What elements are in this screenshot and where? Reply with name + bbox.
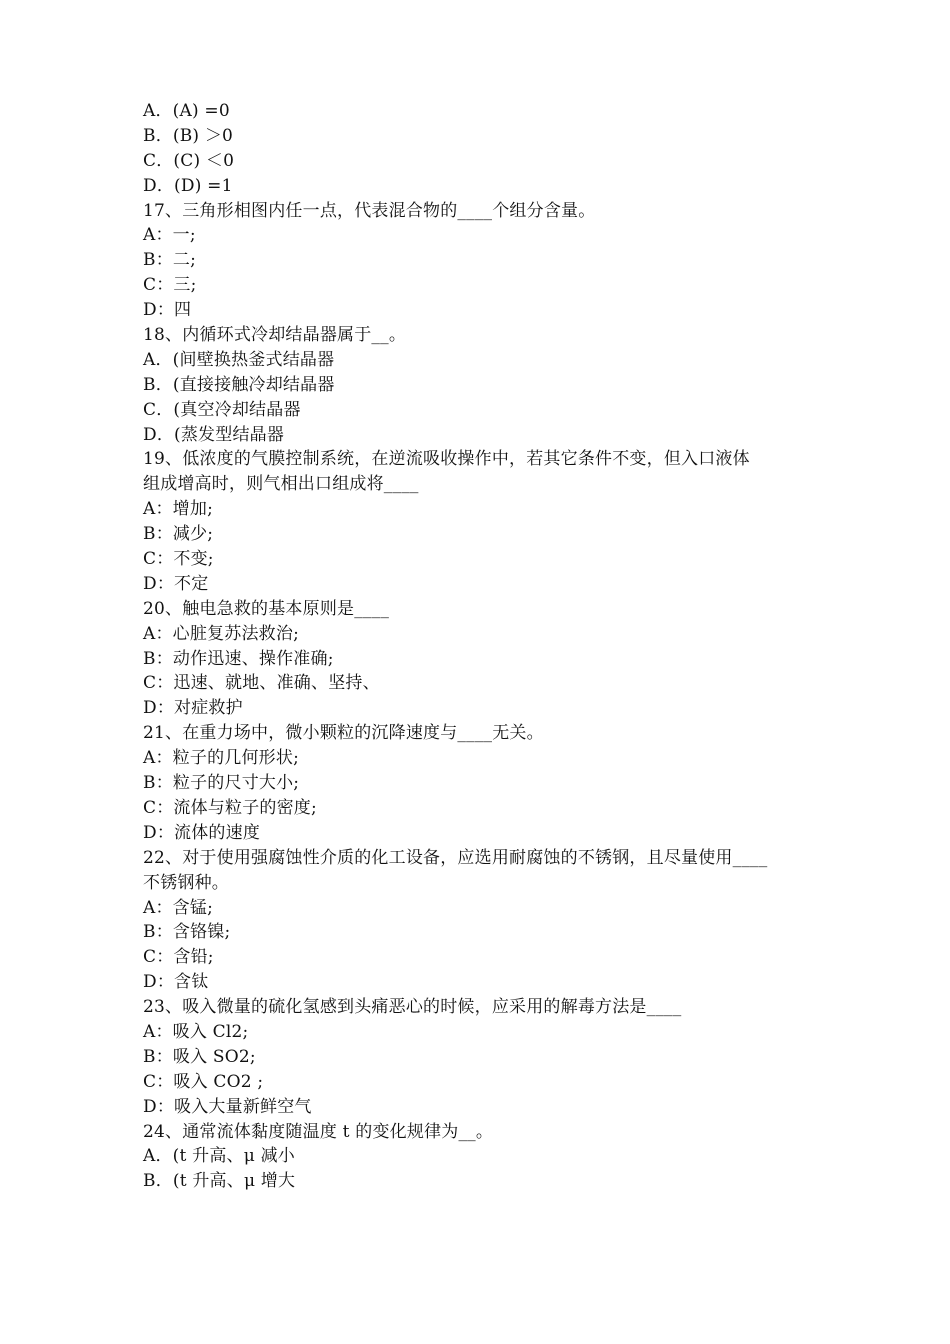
question-22 <box>143 846 823 995</box>
option-c: C：迅速、就地、准确、坚持、 <box>143 673 380 694</box>
question-text: 21、在重力场中，微小颗粒的沉降速度与____无关。 <box>143 723 544 744</box>
question-text-line-1: 19、低浓度的气膜控制系统，在逆流吸收操作中，若其它条件不变，但入口液体 <box>143 449 750 470</box>
option-c: C：不变; <box>143 549 214 570</box>
option-a: A：粒子的几何形状; <box>143 748 300 769</box>
question-text: 23、吸入微量的硫化氢感到头痛恶心的时候，应采用的解毒方法是____ <box>143 997 682 1018</box>
question-17 <box>143 199 823 323</box>
question-text: 24、通常流体黏度随温度 t 的变化规律为__。 <box>143 1121 494 1142</box>
option-a: A．(t 升高、μ 减小 <box>143 1146 295 1167</box>
question-text: 20、触电急救的基本原则是____ <box>143 598 390 619</box>
option-a: A．(间壁换热釜式结晶器 <box>143 349 335 370</box>
question-18 <box>143 323 823 447</box>
question-20 <box>143 597 823 721</box>
question-21 <box>143 721 823 845</box>
question-text: 17、三角形相图内任一点，代表混合物的____个组分含量。 <box>143 200 596 221</box>
option-d: D：吸入大量新鲜空气 <box>143 1096 312 1117</box>
option-b: B：减少; <box>143 524 214 545</box>
option-c: C．(真空冷却结晶器 <box>143 399 301 420</box>
option-b: B：粒子的尺寸大小; <box>143 773 300 794</box>
option-d: D：四 <box>143 300 192 321</box>
option-b: B．(B) ＞0 <box>143 125 234 146</box>
option-c: C：三; <box>143 275 197 296</box>
option-a: A：一; <box>143 225 196 246</box>
option-d: D：对症救护 <box>143 698 243 719</box>
option-b: B：含铬镍; <box>143 922 231 943</box>
option-c: C：吸入 CO2 ; <box>143 1071 264 1092</box>
option-d: D．(D) =1 <box>143 175 233 196</box>
option-a: A：增加; <box>143 499 214 520</box>
option-a: A：吸入 Cl2; <box>143 1021 249 1042</box>
option-a: A．(A) =0 <box>143 101 230 121</box>
option-a: A：含锰; <box>143 897 214 918</box>
question-23 <box>143 995 823 1119</box>
question-24 <box>143 1120 823 1195</box>
question-16-options <box>143 99 823 199</box>
option-d: D：含钛 <box>143 972 209 993</box>
question-text-line-2: 组成增高时，则气相出口组成将____ <box>143 474 419 495</box>
option-c: C．(C) ＜0 <box>143 150 235 171</box>
question-19 <box>143 447 823 596</box>
document-page <box>143 99 823 1194</box>
option-d: D．(蒸发型结晶器 <box>143 424 285 445</box>
option-b: B：吸入 SO2; <box>143 1046 256 1067</box>
option-b: B．(直接接触冷却结晶器 <box>143 374 335 395</box>
question-text: 18、内循环式冷却结晶器属于__。 <box>143 325 407 346</box>
option-c: C：含铅; <box>143 947 214 968</box>
question-text-line-2: 不锈钢种。 <box>143 872 229 893</box>
option-d: D：流体的速度 <box>143 822 261 843</box>
option-b: B：动作迅速、操作准确; <box>143 648 334 669</box>
option-b: B：二; <box>143 250 197 271</box>
question-text-line-1: 22、对于使用强腐蚀性介质的化工设备，应选用耐腐蚀的不锈钢，且尽量使用____ <box>143 847 768 868</box>
option-c: C：流体与粒子的密度; <box>143 797 317 818</box>
option-a: A：心脏复苏法救治; <box>143 623 300 644</box>
option-d: D：不定 <box>143 573 209 594</box>
option-b: B．(t 升高、μ 增大 <box>143 1171 296 1192</box>
